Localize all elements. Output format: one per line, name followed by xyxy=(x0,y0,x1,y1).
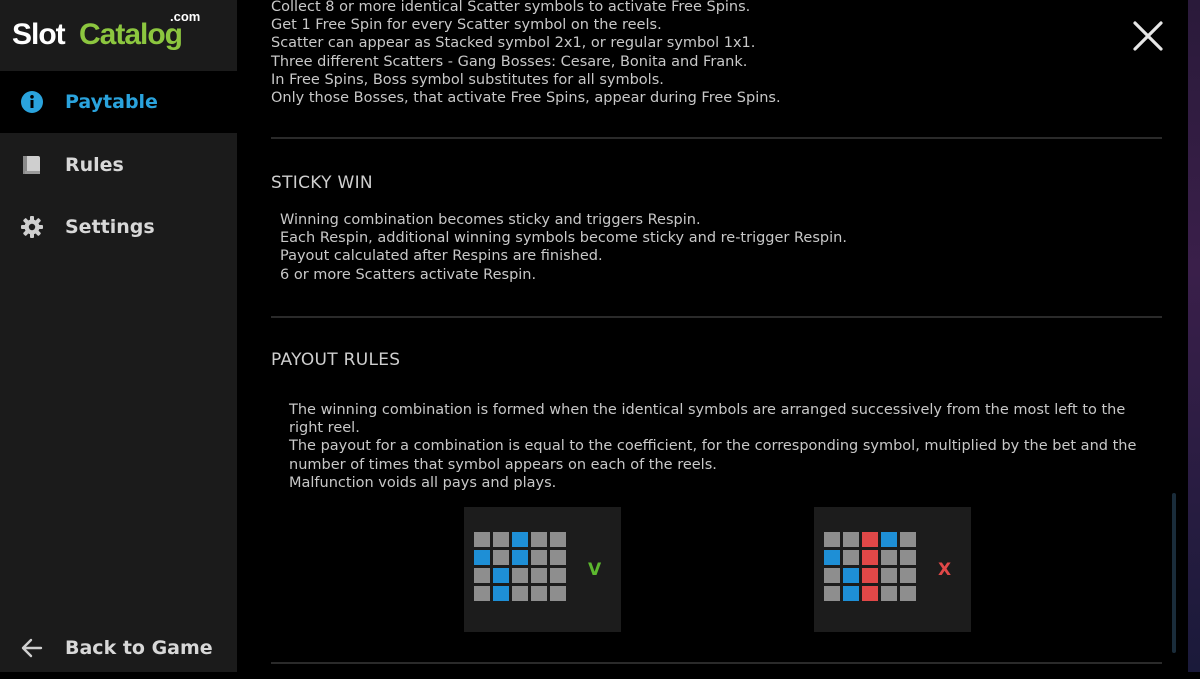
back-to-game-label: Back to Game xyxy=(65,637,213,659)
rule-line: 6 or more Scatters activate Respin. xyxy=(280,266,537,283)
section-divider xyxy=(271,137,1162,139)
logo-com-text: .com xyxy=(170,9,201,24)
sticky-win-title: STICKY WIN xyxy=(271,173,373,193)
symbol-cell-gray xyxy=(843,550,859,565)
symbol-cell-red xyxy=(862,550,878,565)
arrow-left-icon xyxy=(20,636,44,660)
rule-line: Payout calculated after Respins are finished. xyxy=(280,248,603,265)
valid-combination-example xyxy=(464,507,621,632)
logo-slot-text: Slot xyxy=(12,18,65,51)
rule-line: Winning combination becomes sticky and triggers Respin. xyxy=(280,212,701,228)
sidebar-item-label: Settings xyxy=(65,216,155,238)
symbol-cell-gray xyxy=(531,550,547,565)
symbol-cell-gray xyxy=(474,532,490,547)
symbol-cell-blue xyxy=(824,550,840,565)
symbol-cell-gray xyxy=(824,532,840,547)
symbol-cell-gray xyxy=(493,532,509,547)
symbol-cell-gray xyxy=(531,586,547,601)
rule-line: The payout for a combination is equal to the coefficient, for the corresponding symbol, multiplied by the bet and the xyxy=(289,438,1137,455)
close-icon xyxy=(1130,18,1166,54)
symbol-cell-blue xyxy=(493,586,509,601)
close-button[interactable] xyxy=(1130,18,1166,54)
symbol-cell-blue xyxy=(843,568,859,583)
payout-rules-text xyxy=(289,401,1159,492)
section-divider xyxy=(271,662,1162,664)
rule-line: right reel. xyxy=(289,420,360,437)
symbol-cell-gray xyxy=(881,550,897,565)
background-edge xyxy=(1188,0,1200,672)
symbol-cell-gray xyxy=(881,586,897,601)
symbol-cell-red xyxy=(862,586,878,601)
symbol-cell-red xyxy=(862,568,878,583)
rule-line: Three different Scatters - Gang Bosses: Cesare, Bonita and Frank. xyxy=(271,53,748,70)
symbol-cell-gray xyxy=(512,568,528,583)
symbol-cell-gray xyxy=(881,568,897,583)
scrollbar[interactable] xyxy=(1172,493,1176,653)
symbol-cell-blue xyxy=(512,550,528,565)
symbol-cell-gray xyxy=(512,586,528,601)
symbol-cell-blue xyxy=(474,550,490,565)
back-to-game-button[interactable] xyxy=(0,617,237,679)
symbol-cell-red xyxy=(862,532,878,547)
gear-icon xyxy=(20,215,44,239)
symbol-cell-gray xyxy=(900,586,916,601)
symbol-cell-gray xyxy=(824,586,840,601)
symbol-cell-gray xyxy=(824,568,840,583)
valid-mark: V xyxy=(588,560,602,580)
sidebar-item-label: Paytable xyxy=(65,91,158,113)
symbol-cell-gray xyxy=(900,568,916,583)
sidebar-item-paytable[interactable] xyxy=(0,71,237,133)
symbol-cell-blue xyxy=(512,532,528,547)
symbol-cell-gray xyxy=(900,550,916,565)
symbol-cell-gray xyxy=(550,532,566,547)
symbol-cell-gray xyxy=(843,532,859,547)
symbol-cell-blue xyxy=(881,532,897,547)
rule-line: Scatter can appear as Stacked symbol 2x1, or regular symbol 1x1. xyxy=(271,35,756,52)
symbol-cell-blue xyxy=(493,568,509,583)
sidebar-item-label: Rules xyxy=(65,154,124,176)
symbol-cell-gray xyxy=(531,568,547,583)
rule-line: In Free Spins, Boss symbol substitutes for all symbols. xyxy=(271,71,664,88)
invalid-mark: X xyxy=(938,560,952,580)
invalid-combination-example xyxy=(814,507,971,632)
payout-rules-title: PAYOUT RULES xyxy=(271,350,401,370)
reel-grid xyxy=(474,532,566,601)
symbol-cell-blue xyxy=(843,586,859,601)
rule-line: Malfunction voids all pays and plays. xyxy=(289,474,557,491)
rule-line: Only those Bosses, that activate Free Spins, appear during Free Spins. xyxy=(271,90,781,107)
logo-catalog-text: Catalog xyxy=(79,18,183,51)
rule-line: Each Respin, additional winning symbols become sticky and re-trigger Respin. xyxy=(280,230,847,247)
reel-grid xyxy=(824,532,916,601)
symbol-cell-gray xyxy=(474,586,490,601)
symbol-cell-gray xyxy=(550,550,566,565)
rule-line: Collect 8 or more identical Scatter symbols to activate Free Spins. xyxy=(271,0,751,15)
symbol-cell-gray xyxy=(550,586,566,601)
rule-line: The winning combination is formed when the identical symbols are arranged successively from the most left to the xyxy=(289,402,1126,418)
symbol-cell-gray xyxy=(493,550,509,565)
sidebar-item-settings[interactable] xyxy=(0,196,237,258)
sticky-win-rules xyxy=(280,211,1160,284)
book-icon xyxy=(20,153,44,177)
info-icon xyxy=(20,90,44,114)
rule-line: number of times that symbol appears on each of the reels. xyxy=(289,456,717,473)
symbol-cell-gray xyxy=(550,568,566,583)
symbol-cell-gray xyxy=(531,532,547,547)
paytable-content xyxy=(237,0,1200,672)
rule-line: Get 1 Free Spin for every Scatter symbol on the reels. xyxy=(271,17,662,34)
symbol-cell-gray xyxy=(474,568,490,583)
sidebar xyxy=(0,0,237,672)
sidebar-item-rules[interactable] xyxy=(0,134,237,196)
symbol-cell-gray xyxy=(900,532,916,547)
free-spins-rules xyxy=(271,0,1151,107)
section-divider xyxy=(271,316,1162,318)
